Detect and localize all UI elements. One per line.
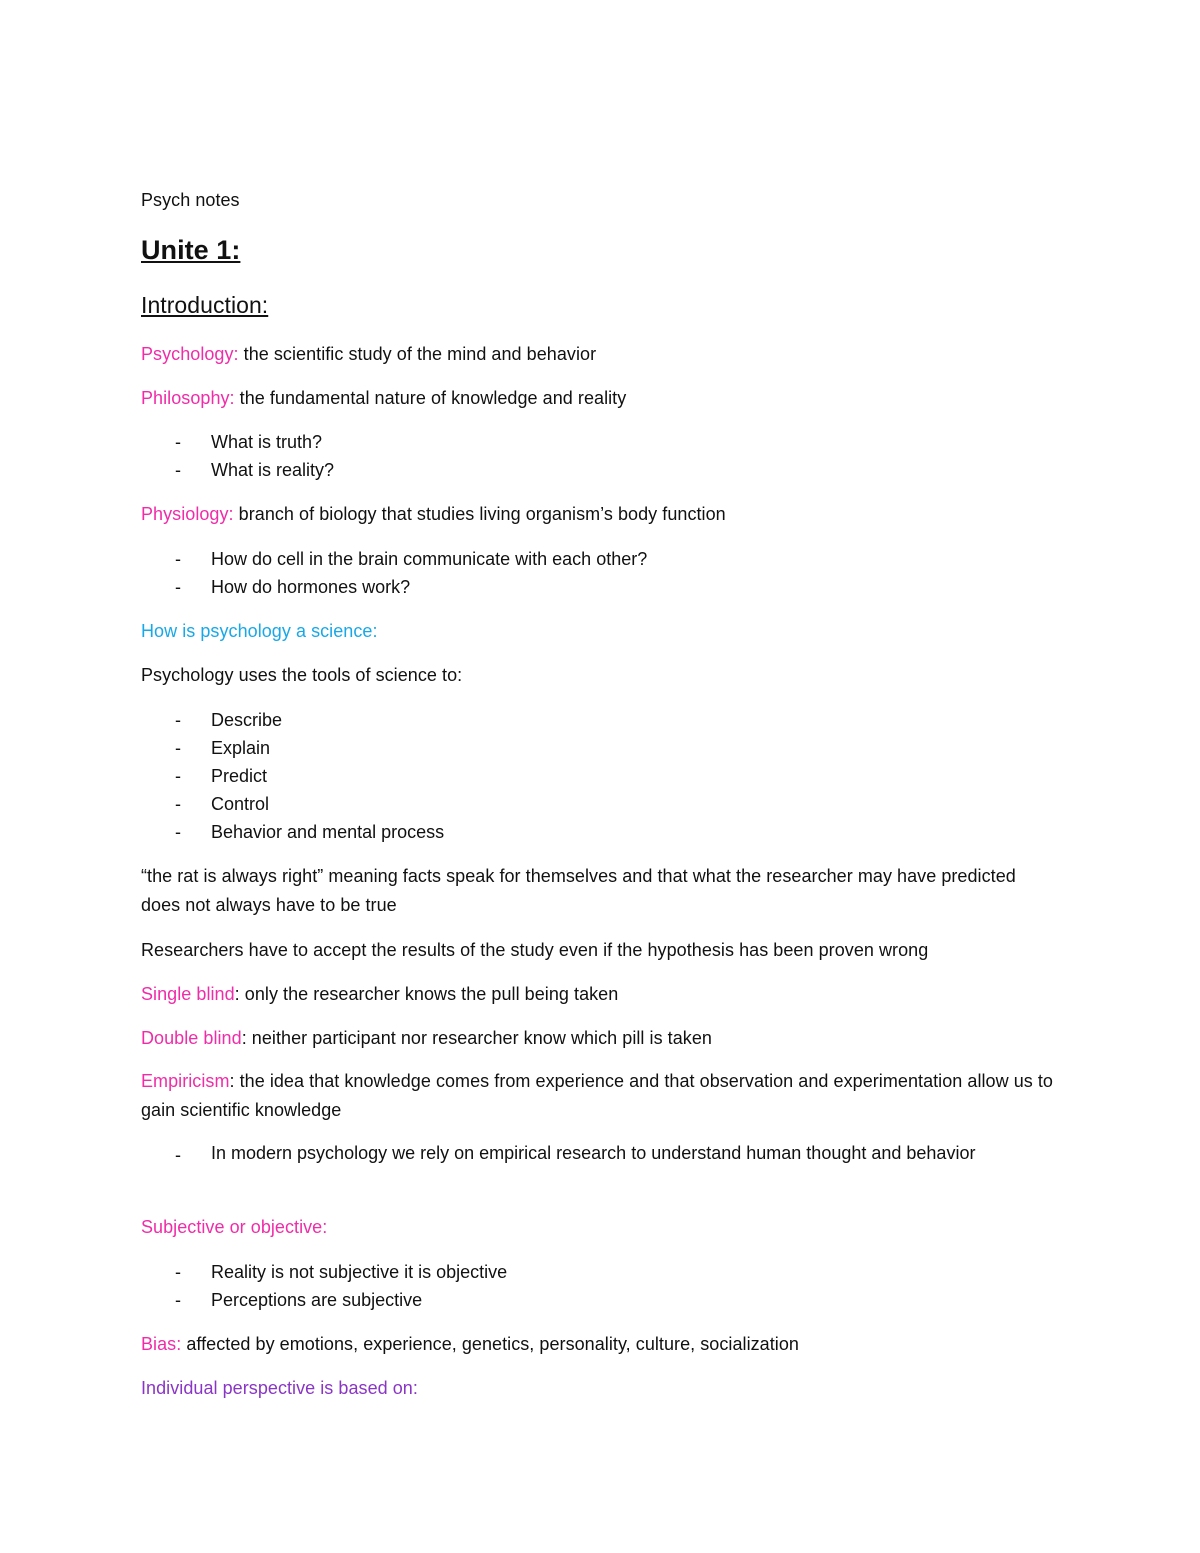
definition-text: affected by emotions, experience, genetics, personality, culture, socialization — [181, 1334, 799, 1354]
list-item: How do cell in the brain communicate with each other? — [211, 549, 648, 569]
list-item: Perceptions are subjective — [211, 1290, 423, 1310]
bullet-dash: - — [175, 549, 181, 569]
definition-empiricism — [141, 1067, 1056, 1125]
definition-text: branch of biology that studies living organism’s body function — [233, 504, 726, 524]
perspective-heading: Individual perspective is based on: — [141, 1378, 418, 1398]
list-item: Explain — [211, 738, 271, 758]
tools-intro: Psychology uses the tools of science to: — [141, 665, 463, 685]
bullet-dash: - — [175, 1262, 181, 1282]
bullet-dash: - — [175, 766, 181, 786]
bullet-dash: - — [175, 460, 181, 480]
definition-double-blind — [141, 1026, 712, 1050]
list-item: Describe — [211, 710, 283, 730]
bullet-dash: - — [175, 1145, 181, 1165]
unit-heading: Unite 1: — [141, 235, 241, 265]
definition-text: : the idea that knowledge comes from experience and that observation and experimentation allow us to gain scientific knowledge — [141, 1071, 1053, 1120]
term-philosophy: Philosophy: — [141, 388, 235, 408]
rat-quote-paragraph: “the rat is always right” meaning facts speak for themselves and that what the researcher may have predicted does not always have to be true — [141, 866, 1016, 915]
researchers-paragraph: Researchers have to accept the results of the study even if the hypothesis has been proven wrong — [141, 940, 929, 960]
list-item: Reality is not subjective it is objective — [211, 1262, 508, 1282]
definition-text: : neither participant nor researcher know which pill is taken — [241, 1028, 712, 1048]
bullet-dash: - — [175, 794, 181, 814]
subjective-heading: Subjective or objective: — [141, 1217, 328, 1237]
bullet-dash: - — [175, 1290, 181, 1310]
term-bias: Bias: — [141, 1334, 182, 1354]
section-heading: Introduction: — [141, 292, 269, 318]
doc-title: Psych notes — [141, 190, 240, 210]
science-heading: How is psychology a science: — [141, 621, 378, 641]
definition-bias — [141, 1332, 799, 1356]
definition-philosophy — [141, 386, 626, 410]
list-item: How do hormones work? — [211, 577, 411, 597]
list-item: In modern psychology we rely on empirical research to understand human thought and behavior — [211, 1143, 976, 1163]
bullet-dash: - — [175, 822, 181, 842]
term-physiology: Physiology: — [141, 504, 234, 524]
list-item: Control — [211, 794, 270, 814]
bullet-dash: - — [175, 738, 181, 758]
definition-psychology — [141, 342, 596, 366]
bullet-dash: - — [175, 432, 181, 452]
list-item: What is truth? — [211, 432, 323, 452]
definition-physiology — [141, 502, 726, 526]
list-item: Predict — [211, 766, 268, 786]
term-single-blind: Single blind — [141, 984, 235, 1004]
bullet-dash: - — [175, 710, 181, 730]
term-psychology: Psychology: — [141, 344, 239, 364]
term-empiricism: Empiricism — [141, 1071, 230, 1091]
definition-text: : only the researcher knows the pull being taken — [234, 984, 619, 1004]
term-double-blind: Double blind — [141, 1028, 242, 1048]
definition-single-blind — [141, 982, 618, 1006]
definition-text: the fundamental nature of knowledge and reality — [234, 388, 627, 408]
definition-text: the scientific study of the mind and behavior — [238, 344, 597, 364]
list-item: Behavior and mental process — [211, 822, 445, 842]
list-item: What is reality? — [211, 460, 335, 480]
bullet-dash: - — [175, 577, 181, 597]
